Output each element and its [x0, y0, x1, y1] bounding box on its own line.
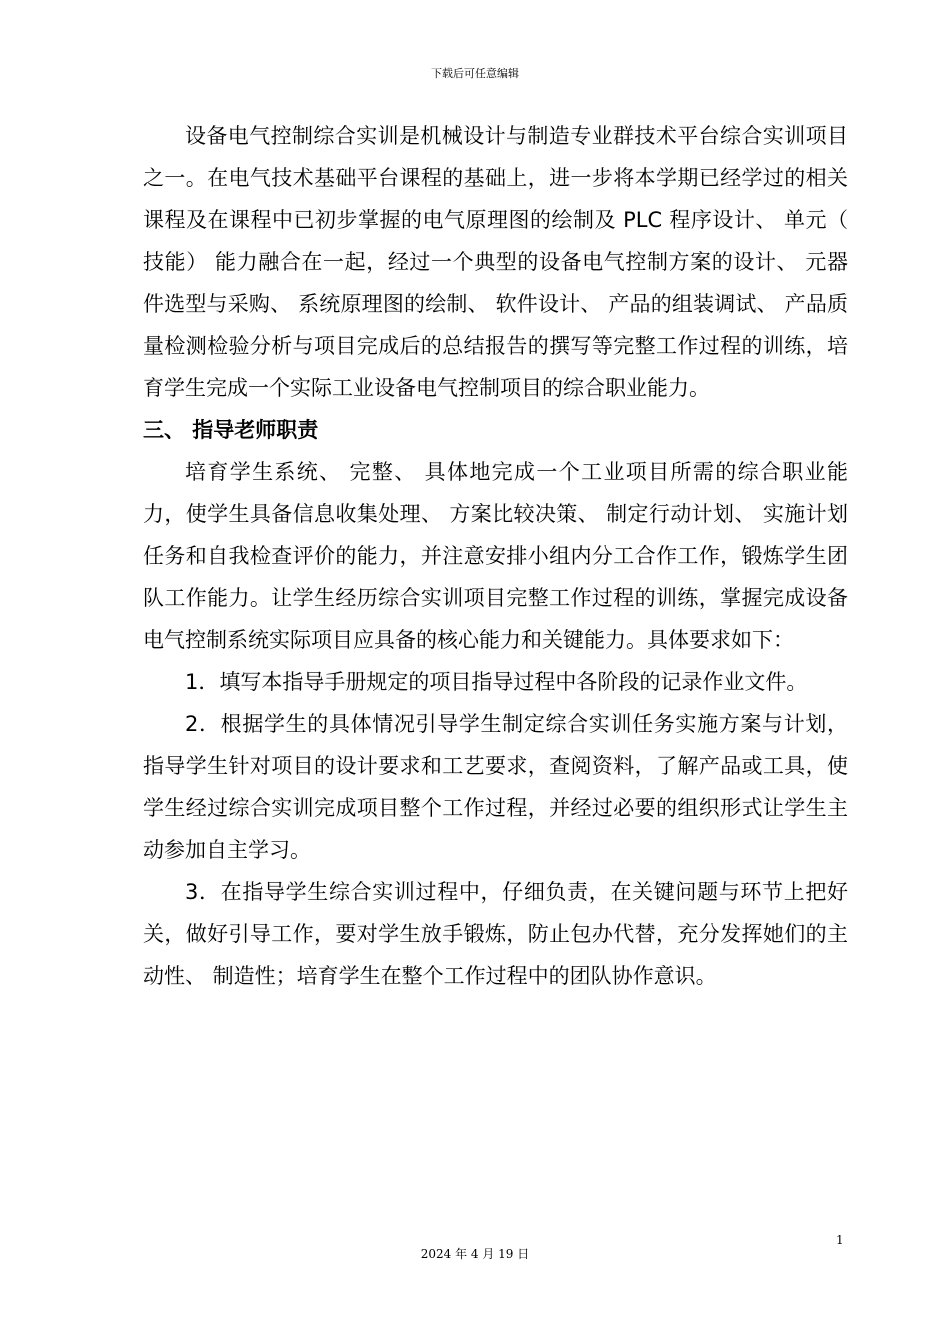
footer-date: 2024 年 4 月 19 日 — [420, 1247, 530, 1261]
intro-paragraph: 设备电气控制综合实训是机械设计与制造专业群技术平台综合实训项目之一。在电气技术基础平台课程的基础上，进一步将本学期已经学过的相关课程及在课程中已初步掌握的电气原理图的绘制及 PLC 程序设计、 单元（ 技能） 能力融合在一起，经过一个典型的设备电气控制方案的设计、 元器件选型与采购、 系统原理图的绘制、 软件设计、 产品的组装调试、 产品质量检测检验分析与项目完成后的总结报告的撰写等完整工作过程的训练，培育学生完成一个实际工业设备电气控制项目的综合职业能力。 — [143, 124, 848, 400]
list-item-2: 2．根据学生的具体情况引导学生制定综合实训任务实施方案与计划，指导学生针对项目的设计要求和工艺要求，查阅资料，了解产品或工具，使学生经过综合实训完成项目整个工作过程，并经过必要的组织形式让学生主动参加自主学习。 — [143, 712, 848, 862]
section-intro-paragraph: 培育学生系统、 完整、 具体地完成一个工业项目所需的综合职业能力，使学生具备信息收集处理、 方案比较决策、 制定行动计划、 实施计划任务和自我检查评价的能力，并注意安排小组内分工合作工作，锻炼学生团队工作能力。让学生经历综合实训项目完整工作过程的训练，掌握完成设备电气控制系统实际项目应具备的核心能力和关键能力。具体要求如下： — [143, 460, 848, 652]
list-item-3: 3．在指导学生综合实训过程中，仔细负责，在关键问题与环节上把好关，做好引导工作，要对学生放手锻炼，防止包办代替，充分发挥她们的主动性、 制造性；培育学生在整个工作过程中的团队协作意识。 — [143, 880, 848, 988]
page-header: 下载后可任意编辑 — [431, 67, 519, 80]
page-number: 1 — [836, 1233, 844, 1247]
section-heading: 三、 指导老师职责 — [143, 418, 319, 442]
list-item-1: 1．填写本指导手册规定的项目指导过程中各阶段的记录作业文件。 — [185, 670, 808, 694]
document-body — [143, 115, 848, 997]
